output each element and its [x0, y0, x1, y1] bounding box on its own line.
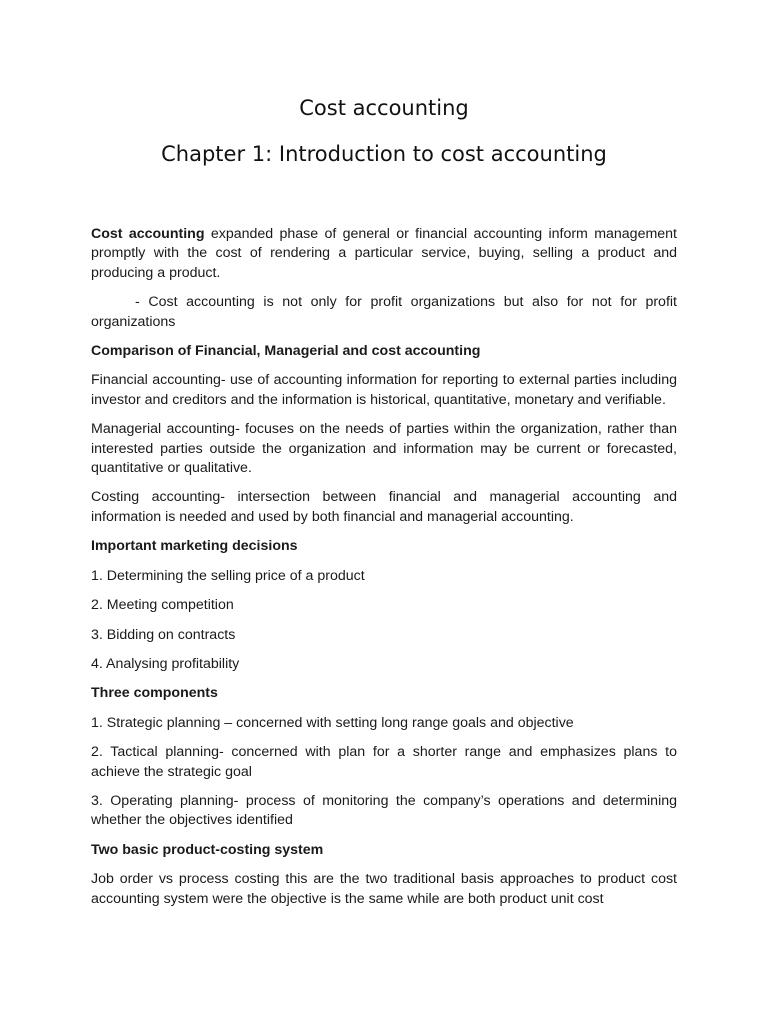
components-heading: Three components [91, 685, 218, 702]
list-item: 4. Analysing profitability [91, 655, 240, 672]
intro-paragraph [91, 225, 677, 283]
list-item: 3. Operating planning- process of monitoring the company’s operations and determining whether the objectives identified [91, 792, 677, 829]
intro-text: expanded phase of general or financial accounting inform management promptly with the cost of rendering a particular service, buying, selling a product and producing a product. [91, 226, 678, 281]
chapter-title: Chapter 1: Introduction to cost accounting [161, 142, 607, 166]
list-item: 2. Tactical planning- concerned with plan for a shorter range and emphasizes plans to achieve the strategic goal [91, 744, 677, 780]
managerial-paragraph: Managerial accounting- focuses on the needs of parties within the organization, rather than interested parties outside the organization and information may be current or forecasted, quantitative or qualitative. [91, 421, 677, 477]
comparison-heading: Comparison of Financial, Managerial and cost accounting [91, 343, 481, 360]
document-body [91, 225, 677, 919]
page-title: Cost accounting [299, 96, 469, 120]
list-item: 1. Determining the selling price of a product [91, 567, 365, 584]
list-item: 1. Strategic planning – concerned with setting long range goals and objective [91, 714, 574, 731]
list-item: 2. Meeting competition [91, 597, 234, 614]
financial-paragraph: Financial accounting- use of accounting information for reporting to external parties including investor and creditors and the information is historical, quantitative, monetary and verifiable. [91, 372, 677, 408]
intro-term: Cost accounting [91, 226, 205, 242]
marketing-heading: Important marketing decisions [91, 538, 298, 555]
costing-paragraph: Costing accounting- intersection between financial and managerial accounting and information is needed and used by both financial and managerial accounting. [91, 489, 677, 525]
costing-system-heading: Two basic product-costing system [91, 841, 324, 858]
list-item: 3. Bidding on contracts [91, 626, 236, 643]
note-paragraph: - Cost accounting is not only for profit organizations but also for not for profit organizations [91, 294, 677, 330]
costing-system-paragraph: Job order vs process costing this are the two traditional basis approaches to product cost accounting system were the objective is the same while are both product unit cost [91, 871, 677, 907]
